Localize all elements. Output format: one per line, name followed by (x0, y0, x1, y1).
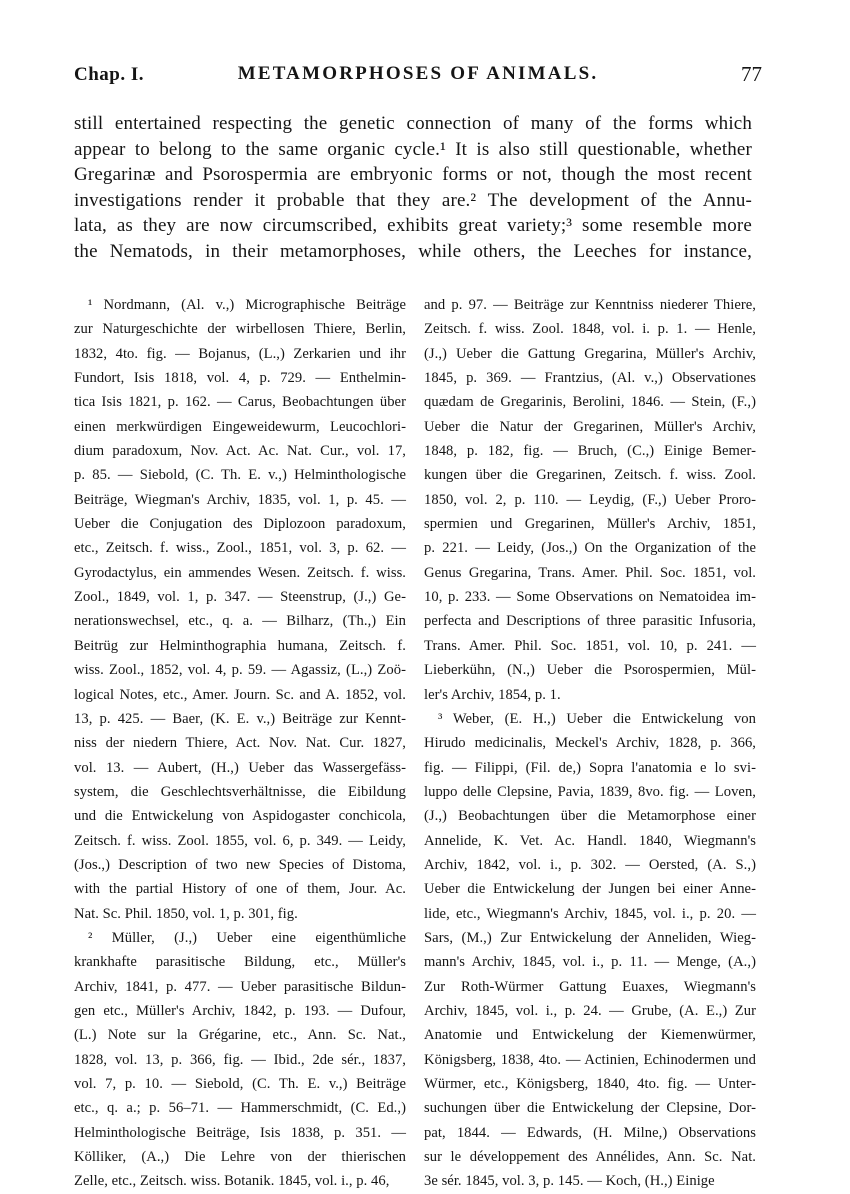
running-header (74, 62, 762, 88)
footnote-line: einen merkwürdigen Eingeweidewurm, Leucochlori- (74, 418, 406, 435)
footnote-line: with the partial History of one of them, Jour. Ac. (74, 881, 406, 898)
footnote-line: gen etc., Müller's Archiv, 1842, p. 193. — Dufour, (74, 1002, 406, 1019)
body-paragraph (74, 111, 752, 264)
footnote-line: Helminthologische Beiträge, Isis 1838, p. 351. — (74, 1124, 406, 1141)
footnote-line: Sars, (M.,) Zur Entwickelung der Anneliden, Wieg- (424, 929, 756, 946)
footnote-line: Archiv, 1841, p. 477. — Ueber parasitische Bildun- (74, 978, 406, 995)
footnote-line: perfecta and Descriptions of three parasitic Infusoria, (424, 613, 756, 630)
footnote-line: Archiv, 1842, vol. i., p. 302. — Oersted, (A. S.,) (424, 856, 756, 873)
footnote-line: ² Müller, (J.,) Ueber eine eigenthümliche (88, 929, 406, 946)
footnotes-right-column (424, 293, 756, 1194)
footnote-line: Nat. Sc. Phil. 1850, vol. 1, p. 301, fig. (74, 905, 298, 922)
footnote-line: 1848, p. 182, fig. — Bruch, (C.,) Einige Bemer- (424, 443, 756, 460)
footnote-line: Lieberkühn, (N.,) Ueber die Psorospermien, Mül- (424, 662, 756, 679)
footnote-line: Ueber die Conjugation des Diplozoon paradoxum, (74, 516, 406, 533)
body-line: the Nematods, in their metamorphoses, while others, the Leeches for instance, (74, 240, 752, 262)
footnote-line: Würmer, etc., Königsberg, 1840, 4to. fig. — Unter- (424, 1076, 756, 1092)
footnote-line: vol. 7, p. 10. — Siebold, (C. Th. E. v.,) Beiträge (74, 1076, 406, 1092)
footnote-line: Ueber die Entwickelung der Jungen bei einer Anne- (424, 881, 756, 898)
footnote-line: 13, p. 425. — Baer, (K. E. v.,) Beiträge zur Kennt- (74, 710, 406, 727)
footnote-line: 1850, vol. 2, p. 110. — Leydig, (F.,) Ueber Proro- (424, 491, 756, 508)
footnote-line: Fundort, Isis 1818, vol. 4, p. 729. — Enthelmin- (74, 370, 406, 387)
footnote-line: dium paradoxum, Nov. Act. Ac. Nat. Cur., vol. 17, (74, 443, 406, 460)
footnote-line: ler's Archiv, 1854, p. 1. (424, 686, 561, 703)
footnote-line: wiss. Zool., 1852, vol. 4, p. 59. — Agassiz, (L.,) Zoö- (74, 662, 406, 679)
footnote-line: pat, 1844. — Edwards, (H. Milne,) Observations (424, 1124, 756, 1141)
footnote-line: Trans. Amer. Phil. Soc. 1851, vol. 10, p. 241. — (424, 637, 756, 654)
footnotes-left-column (74, 293, 406, 1194)
footnote-line: sur le développement des Annélides, Ann. Sc. Nat. (424, 1149, 756, 1166)
footnote-line: Zur Roth-Würmer Gattung Euaxes, Wiegmann's (424, 978, 756, 995)
footnote-line: luppo delle Clepsine, Pavia, 1839, 8vo. fig. — Loven, (424, 783, 756, 800)
footnote-line: Ueber die Natur der Gregarinen, Müller's Archiv, (424, 418, 756, 435)
footnote-line: vol. 13. — Aubert, (H.,) Ueber das Wassergefäss- (74, 759, 406, 776)
footnote-line: 10, p. 233. — Some Observations on Nematoidea im- (424, 589, 756, 606)
running-title: METAMORPHOSES OF ANIMALS. (237, 63, 599, 84)
footnote-line: etc., q. a.; p. 56–71. — Hammerschmidt, (C. Ed.,) (74, 1100, 406, 1117)
footnote-line: Zelle, etc., Zeitsch. wiss. Botanik. 1845, vol. i., p. 46, (74, 1173, 390, 1190)
page-number: 77 (741, 62, 762, 86)
footnote-line: Hirudo medicinalis, Meckel's Archiv, 1828, p. 366, (424, 735, 756, 752)
body-line: investigations render it probable that they are.² The development of the Annu- (74, 189, 752, 211)
footnote-line: Anatomie und Entwickelung der Kiemenwürmer, (424, 1027, 756, 1044)
footnote-line: tica Isis 1821, p. 162. — Carus, Beobachtungen über (74, 394, 406, 411)
footnote-line: Zool., 1849, vol. 1, p. 347. — Steenstrup, (J.,) Ge- (74, 589, 406, 606)
chapter-label: Chap. I. (74, 64, 144, 85)
footnote-line: Genus Gregarina, Trans. Amer. Phil. Soc. 1851, vol. (424, 564, 756, 581)
footnote-line: krankhafte parasitische Bildung, etc., Müller's (74, 954, 406, 971)
body-line: lata, as they are now circumscribed, exhibits great variety;³ some resemble more (74, 215, 752, 236)
body-line: appear to belong to the same organic cycle.¹ It is also still questionable, whether (74, 138, 752, 160)
footnote-line: (J.,) Beobachtungen über die Metamorphose einer (424, 808, 756, 825)
footnote-line: 1832, 4to. fig. — Bojanus, (L.,) Zerkarien und ihr (74, 345, 406, 362)
body-line: Gregarinæ and Psorospermia are embryonic forms or not, though the most recent (74, 164, 752, 185)
footnote-line: and p. 97. — Beiträge zur Kenntniss niederer Thiere, (424, 297, 756, 313)
footnote-line: etc., Zeitsch. f. wiss., Zool., 1851, vol. 3, p. 62. — (74, 540, 406, 557)
footnote-line: p. 221. — Leidy, (Jos.,) On the Organization of the (424, 540, 756, 557)
footnote-line: suchungen über die Entwickelung der Clepsine, Dor- (424, 1100, 756, 1117)
footnote-line: Archiv, 1845, vol. i., p. 24. — Grube, (A. E.,) Zur (424, 1002, 756, 1019)
footnote-line: p. 85. — Siebold, (C. Th. E. v.,) Helminthologische (74, 467, 406, 484)
footnote-line: Königsberg, 1838, 4to. — Actinien, Echinodermen und (424, 1051, 756, 1068)
footnote-line: Kölliker, (A.,) Die Lehre von der thierischen (74, 1149, 406, 1166)
footnote-line: Zeitsch. f. wiss. Zool. 1848, vol. i. p. 1. — Henle, (424, 321, 756, 338)
footnote-line: ¹ Nordmann, (Al. v.,) Micrographische Beiträge (88, 297, 406, 313)
footnote-line: kungen über die Gregarinen, Zeitsch. f. wiss. Zool. (424, 467, 756, 484)
footnote-line: 1828, vol. 13, p. 366, fig. — Ibid., 2de sér., 1837, (74, 1051, 406, 1068)
footnote-line: Beiträge, Wiegman's Archiv, 1835, vol. 1, p. 45. — (74, 491, 406, 508)
footnote-line: mann's Archiv, 1845, vol. i., p. 11. — Menge, (A.,) (424, 954, 756, 971)
footnote-line: system, die Geschlechtsverhältnisse, die Eibildung (74, 783, 406, 800)
footnote-line: (Jos.,) Description of two new Species of Distoma, (74, 856, 406, 873)
footnote-line: Zeitsch. f. wiss. Zool. 1855, vol. 6, p. 349. — Leidy, (74, 832, 406, 849)
body-line: still entertained respecting the genetic connection of many of the forms which (74, 113, 752, 134)
footnote-line: nerationswechsel, etc., q. a. — Bilharz, (Th.,) Ein (74, 613, 406, 630)
footnote-line: und die Entwickelung von Aspidogaster conchicola, (74, 808, 406, 825)
footnote-line: 3e sér. 1845, vol. 3, p. 145. — Koch, (H.,) Einige (424, 1173, 715, 1190)
footnote-line: Gyrodactylus, ein ammendes Wesen. Zeitsch. f. wiss. (74, 564, 406, 581)
footnote-line: lide, etc., Wiegmann's Archiv, 1845, vol. i., p. 20. — (424, 905, 756, 922)
footnote-line: 1845, p. 369. — Frantzius, (Al. v.,) Observationes (424, 370, 756, 387)
footnote-line: Annelide, K. Vet. Ac. Handl. 1840, Wiegmann's (424, 832, 756, 849)
footnote-line: ³ Weber, (E. H.,) Ueber die Entwickelung von (438, 710, 756, 727)
footnote-line: fig. — Filippi, (Fil. de,) Sopra l'anatomia e lo svi- (424, 759, 756, 776)
footnote-line: spermien und Gregarinen, Müller's Archiv, 1851, (424, 516, 756, 533)
footnote-line: (J.,) Ueber die Gattung Gregarina, Müller's Archiv, (424, 345, 756, 362)
footnote-line: quædam de Gregarinis, Berolini, 1846. — Stein, (F.,) (424, 394, 756, 411)
footnote-line: Beitrüg zur Helminthographia humana, Zeitsch. f. (74, 637, 406, 654)
footnote-line: logical Notes, etc., Amer. Journ. Sc. and A. 1852, vol. (74, 686, 406, 703)
footnote-line: (L.) Note sur la Grégarine, etc., Ann. Sc. Nat., (74, 1027, 406, 1044)
footnote-line: zur Naturgeschichte der wirbellosen Thiere, Berlin, (74, 321, 406, 338)
footnote-line: niss der niedern Thiere, Act. Nov. Nat. Cur. 1827, (74, 735, 406, 752)
